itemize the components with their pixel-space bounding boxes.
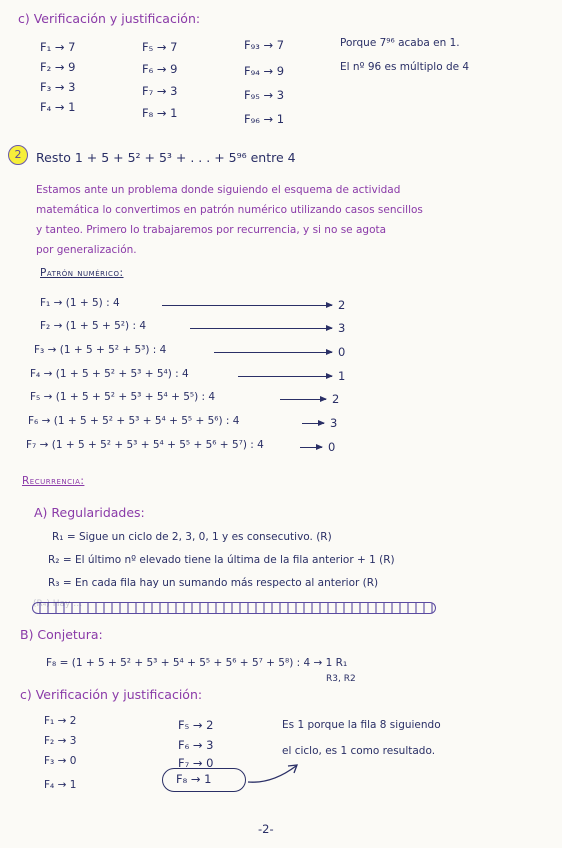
patron-row-result: 0 <box>338 345 346 359</box>
c1-col1-item: F₁ → 7 <box>40 40 76 54</box>
regularidades-heading: A) Regularidades: <box>34 505 145 520</box>
section-c2-title: c) Verificación y justificación: <box>20 687 203 702</box>
c2-col1-item: F₄ → 1 <box>44 779 77 791</box>
intro-line: Estamos ante un problema donde siguiendo el esquema de actividad <box>36 184 401 196</box>
section-c1-title: c) Verificación y justificación: <box>18 11 201 26</box>
c1-note-line1: Porque 7⁹⁶ acaba en 1. <box>340 37 460 49</box>
page-number: -2- <box>258 822 274 836</box>
c2-col2-item: F₅ → 2 <box>178 718 214 732</box>
patron-arrow <box>280 399 326 400</box>
patron-row-expr: F₂ → (1 + 5 + 5²) : 4 <box>40 320 147 332</box>
regularity-r3: R₃ = En cada fila hay un sumando más respecto al anterior (R) <box>48 577 379 589</box>
patron-row-result: 2 <box>338 298 346 312</box>
c1-col3-item: F₉₄ → 9 <box>244 64 285 78</box>
c2-note-line2: el ciclo, es 1 como resultado. <box>282 745 436 757</box>
patron-heading: Patrón numérico: <box>40 267 124 279</box>
c1-col1-item: F₃ → 3 <box>40 80 76 94</box>
conjetura-heading: B) Conjetura: <box>20 627 103 642</box>
patron-row-result: 2 <box>332 392 340 406</box>
c1-col1-item: F₂ → 9 <box>40 60 76 74</box>
crossed-out-line <box>32 599 436 614</box>
patron-row-result: 3 <box>338 321 346 335</box>
c1-col3-item: F₉₆ → 1 <box>244 112 285 126</box>
patron-row-expr: F₆ → (1 + 5 + 5² + 5³ + 5⁴ + 5⁵ + 5⁶) : 4 <box>28 415 240 427</box>
c2-col2-item: F₆ → 3 <box>178 738 214 752</box>
c2-col1-item: F₁ → 2 <box>44 715 77 727</box>
c1-col2-item: F₈ → 1 <box>142 106 178 120</box>
regularity-r2: R₂ = El último nº elevado tiene la última de la fila anterior + 1 (R) <box>48 554 395 566</box>
patron-row-result: 1 <box>338 369 346 383</box>
patron-row-expr: F₄ → (1 + 5 + 5² + 5³ + 5⁴) : 4 <box>30 368 189 380</box>
patron-arrow <box>302 423 324 424</box>
c1-note-line2: El nº 96 es múltiplo de 4 <box>340 61 470 73</box>
c1-col3-item: F₉₅ → 3 <box>244 88 285 102</box>
c1-col2-item: F₆ → 9 <box>142 62 178 76</box>
c2-col1-item: F₃ → 0 <box>44 755 77 767</box>
patron-arrow <box>300 447 322 448</box>
c1-col2-item: F₅ → 7 <box>142 40 178 54</box>
regularity-r1: R₁ = Sigue un ciclo de 2, 3, 0, 1 y es consecutivo. (R) <box>52 531 332 543</box>
c1-col2-item: F₇ → 3 <box>142 84 178 98</box>
conjetura-formula: F₈ = (1 + 5 + 5² + 5³ + 5⁴ + 5⁵ + 5⁶ + 5⁷ + 5⁸) : 4 → 1 R₁ <box>46 657 348 669</box>
patron-row-expr: F₁ → (1 + 5) : 4 <box>40 297 120 309</box>
problem-number-badge: 2 <box>8 145 28 165</box>
patron-arrow <box>238 376 332 377</box>
intro-line: matemática lo convertimos en patrón numérico utilizando casos sencillos <box>36 204 423 216</box>
c2-col1-item: F₂ → 3 <box>44 735 77 747</box>
patron-row-result: 0 <box>328 440 336 454</box>
patron-row-expr: F₅ → (1 + 5 + 5² + 5³ + 5⁴ + 5⁵) : 4 <box>30 391 216 403</box>
patron-arrow <box>214 352 332 353</box>
intro-line: y tanteo. Primero lo trabajaremos por recurrencia, y si no se agota <box>36 224 387 236</box>
c2-col2-item: F₇ → 0 <box>178 756 214 770</box>
conjetura-ref: R3, R2 <box>326 674 356 684</box>
c2-note-line1: Es 1 porque la fila 8 siguiendo <box>282 719 441 731</box>
c2-col2-item: F₈ → 1 <box>176 772 212 786</box>
c1-col3-item: F₉₃ → 7 <box>244 38 285 52</box>
pointer-arrow-icon <box>246 758 302 788</box>
problem-statement: Resto 1 + 5 + 5² + 5³ + . . . + 5⁹⁶ entre 4 <box>36 150 296 165</box>
crossed-out-text: (R₄) Hay … <box>33 599 83 609</box>
patron-row-result: 3 <box>330 416 338 430</box>
patron-arrow <box>190 328 332 329</box>
patron-row-expr: F₇ → (1 + 5 + 5² + 5³ + 5⁴ + 5⁵ + 5⁶ + 5⁷) : 4 <box>26 439 264 451</box>
patron-arrow <box>162 305 332 306</box>
intro-line: por generalización. <box>36 244 137 256</box>
patron-row-expr: F₃ → (1 + 5 + 5² + 5³) : 4 <box>34 344 167 356</box>
recurrencia-heading: Recurrencia: <box>22 475 85 487</box>
c1-col1-item: F₄ → 1 <box>40 100 76 114</box>
